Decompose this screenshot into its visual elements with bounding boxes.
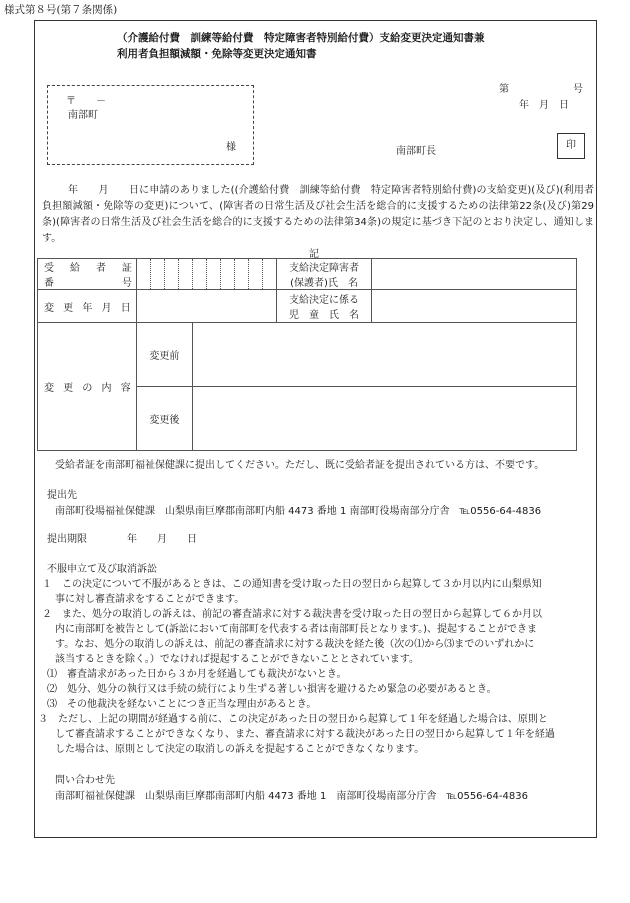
appeal-line: ⑶ その他裁決を経ないことにつき正当な理由があるとき。: [47, 699, 317, 710]
deadline: 提出期限 年 月 日: [47, 534, 197, 545]
appeal-line: 事に対し審査請求をすることができます。: [55, 594, 245, 605]
label-line: 支給決定に係る: [289, 295, 360, 306]
issue-date: 年 月 日: [519, 100, 569, 111]
digit-cell[interactable]: [234, 259, 248, 290]
appeal-line: す。なお、処分の取消しの訴えは、前記の審査請求に対する裁決を経た後（次の⑴から⑶までのいずれかに: [55, 639, 535, 650]
after-field[interactable]: [192, 387, 576, 451]
label-line: 番 号: [44, 278, 135, 289]
certificate-number-label: [38, 259, 137, 290]
recipient-name-label: [276, 259, 372, 290]
table-row: [38, 323, 577, 387]
appeal-line: した場合は、原則として決定の取消しの訴えを提起することができなくなります。: [55, 744, 425, 755]
after-label: 変更後: [136, 387, 192, 451]
label-line: 支給決定障害者: [289, 263, 360, 274]
form-number: 様式第８号(第７条関係): [4, 4, 118, 16]
digit-cell[interactable]: [192, 259, 206, 290]
document-title-line1: （介護給付費 訓練等給付費 特定障害者特別給付費）支給変更決定通知書兼: [117, 32, 485, 44]
appeal-line: １ この決定について不服があるときは、この通知書を受け取った日の翌日から起算して３か月以内に山梨県知: [42, 579, 542, 590]
number-suffix: 号: [573, 84, 583, 95]
digit-cell[interactable]: [206, 259, 220, 290]
digit-cell[interactable]: [220, 259, 234, 290]
appeal-line: ２ また、処分の取消しの訴えは、前記の審査請求に対する裁決書を受け取った日の翌日から起算して６か月以: [42, 609, 542, 620]
change-date-label: 変 更 年 月 日: [38, 290, 137, 323]
label-line: 児 童 氏 名: [289, 310, 360, 321]
recipient-name-field[interactable]: [372, 259, 577, 290]
digit-cell[interactable]: [262, 259, 276, 290]
recipient-town: 南部町: [68, 110, 98, 121]
label-line: 受 給 者 証: [44, 263, 135, 274]
child-name-label: [276, 290, 372, 323]
postal-mark: 〒 －: [66, 96, 106, 107]
appeal-line: ⑴ 審査請求があった日から３か月を経過しても裁決がないとき。: [47, 669, 347, 680]
number-prefix: 第: [499, 84, 509, 95]
ki-mark: 記: [309, 249, 319, 260]
label-line: (保護者)氏 名: [290, 278, 358, 289]
appeal-line: して審査請求することができなくなり、また、審査請求に対する裁決があった日の翌日から起算して１年を経過: [55, 729, 555, 740]
digit-cell[interactable]: [164, 259, 178, 290]
change-content-label: 変 更 の 内 容: [38, 323, 137, 451]
table-row: [38, 290, 577, 323]
appeal-line: 該当するときを除く。）でなければ提起することができないこととされています。: [55, 654, 419, 665]
appeal-line: ３ ただし、上記の期間が経過する前に、この決定があった日の翌日から起算して１年を経過した場合は、原則と: [38, 714, 548, 725]
before-field[interactable]: [192, 323, 576, 387]
contact-value: 南部町福祉保健課 山梨県南巨摩郡南部町内船 4473 番地 1 南部町役場南部分庁舎 ℡0556-64-4836: [55, 791, 528, 802]
before-label: 変更前: [136, 323, 192, 387]
digit-cell[interactable]: [178, 259, 192, 290]
issuer-name: 南部町長: [396, 146, 436, 157]
contact-label: 問い合わせ先: [55, 775, 115, 786]
change-date-field[interactable]: [136, 290, 276, 323]
document-title-line2: 利用者負担額減額・免除等変更決定通知書: [117, 48, 317, 60]
certificate-note: 受給者証を南部町福祉保健課に提出してください。ただし、既に受給者証を提出されている方は、不要です。: [55, 460, 545, 471]
digit-cell[interactable]: [136, 259, 150, 290]
table-row: [38, 259, 577, 290]
submit-to-label: 提出先: [47, 490, 77, 501]
digit-cell[interactable]: [150, 259, 164, 290]
address-window: [47, 85, 254, 165]
decision-table: [37, 258, 577, 451]
honorific: 様: [226, 142, 236, 153]
body-paragraph: 年 月 日に申請のありました((介護給付費 訓練等給付費 特定障害者特別給付費)の支給変更)(及び)(利用者負担額減額・免除等の変更)について、(障害者の日常生活及び社会生活を総合的に支援するための法律第22条(及び)第29条)(障害者の日常生活及び社会生活を総合的に支援するための法律第34条)の規定に基づき下記のとおり決定し、通知します。: [42, 185, 594, 244]
appeal-heading: 不服申立て及び取消訴訟: [47, 564, 157, 575]
appeal-line: ⑵ 処分、処分の執行又は手続の続行により生ずる著しい損害を避けるため緊急の必要があるとき。: [47, 684, 497, 695]
submit-to-value: 南部町役場福祉保健課 山梨県南巨摩郡南部町内船 4473 番地 1 南部町役場南部分庁舎 ℡0556-64-4836: [55, 506, 542, 517]
digit-cell[interactable]: [248, 259, 262, 290]
seal-box: 印: [557, 133, 585, 159]
child-name-field[interactable]: [372, 290, 577, 323]
appeal-line: 内に南部町を被告として(訴訟において南部町を代表する者は南部町長となります。)、提起することができま: [55, 624, 538, 635]
